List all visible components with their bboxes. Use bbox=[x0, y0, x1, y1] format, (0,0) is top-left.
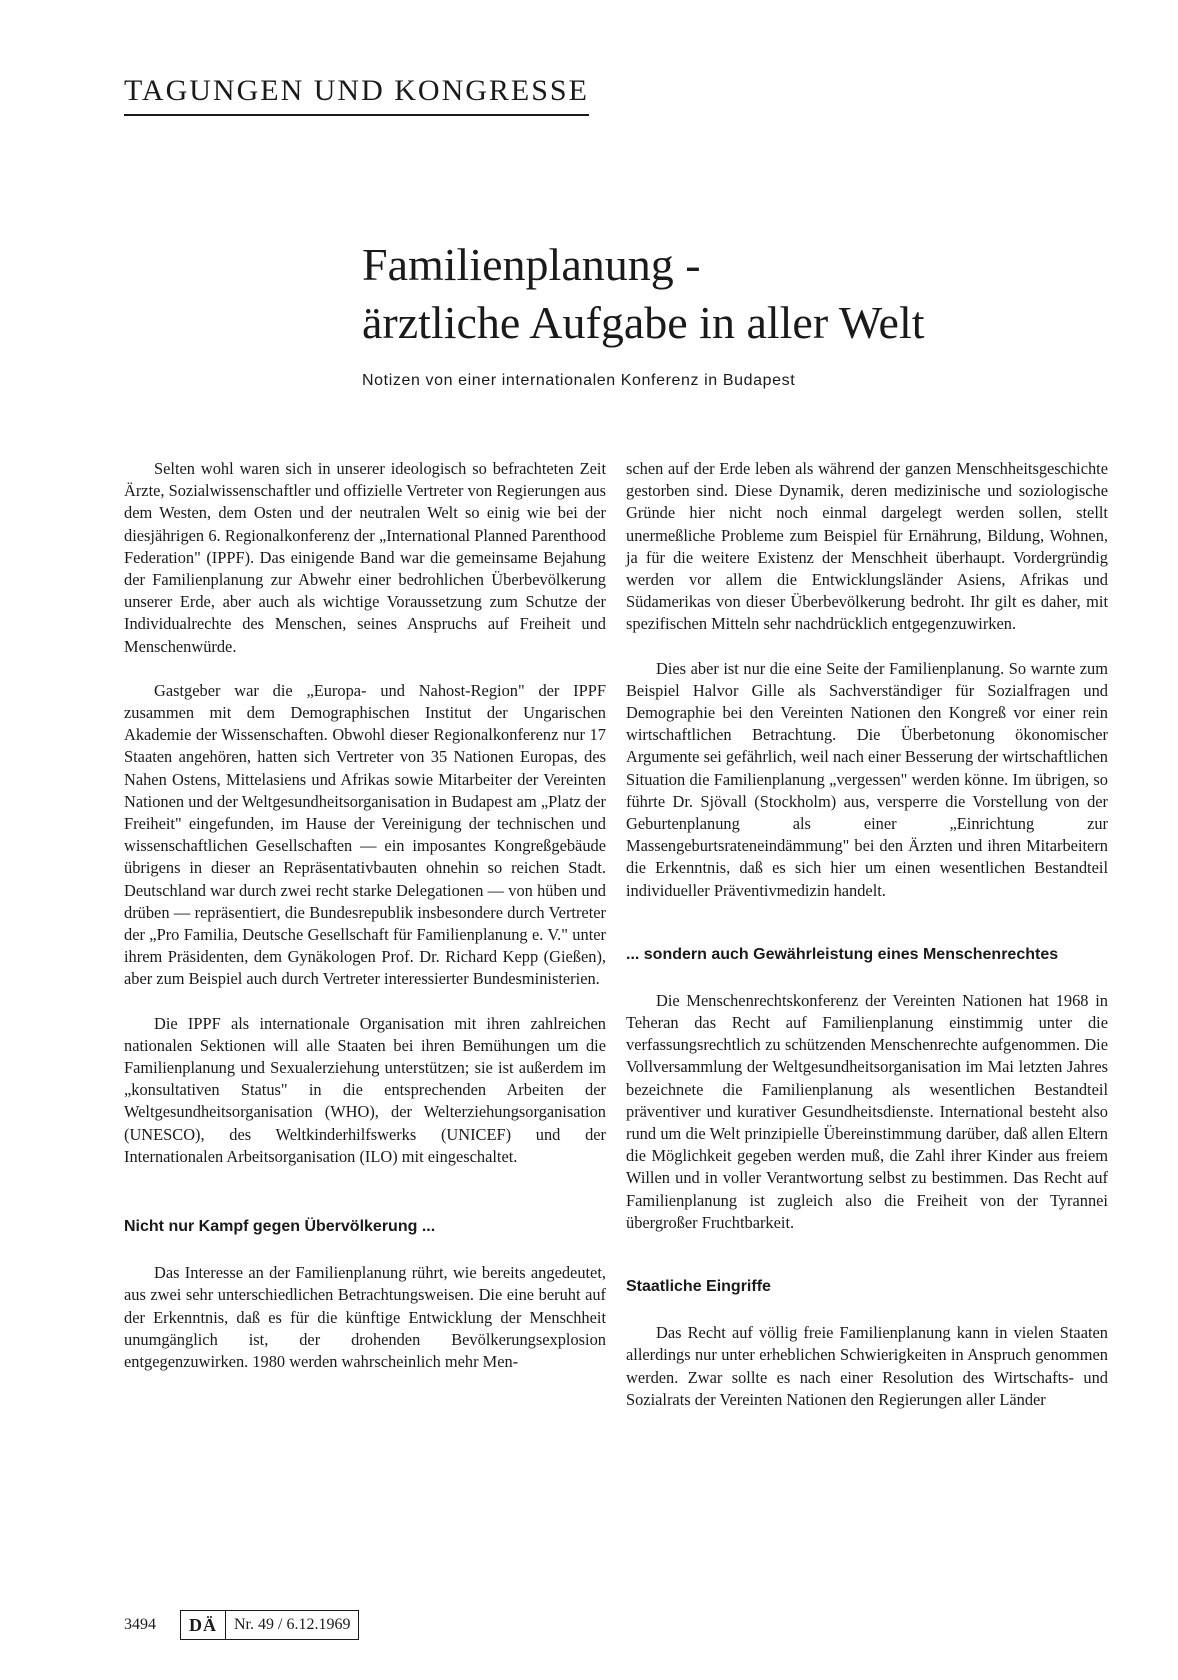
article-title-line-1: Familienplanung - bbox=[362, 239, 701, 290]
page-number: 3494 bbox=[124, 1616, 156, 1633]
left-column bbox=[124, 458, 606, 1373]
right-column bbox=[626, 458, 1108, 1411]
paragraph: schen auf der Erde leben als während der ganzen Menschheitsgeschichte gestorben sind. Diese Dynamik, deren medizinische und soziologische Gründe hier nicht noch einmal dargelegt werden sollen, stellt unermeßliche Probleme zum Beispiel für Ernährung, Bildung, Wohnen, ja für die weitere Existenz der Menschheit überhaupt. Vordergründig werden vor allem die Entwicklungsländer Asiens, Afrikas und Südamerikas von dieser Überbevölkerung bedroht. Ihr gilt es daher, mit spezifischen Mitteln sehr nachdrücklich entgegenzuwirken. bbox=[626, 459, 1108, 634]
subheading: ... sondern auch Gewährleistung eines Menschenrechtes bbox=[626, 945, 1059, 963]
journal-box bbox=[180, 1610, 359, 1640]
section-header: TAGUNGEN UND KONGRESSE bbox=[124, 74, 589, 116]
paragraph: Die IPPF als internationale Organisation mit ihren zahlreichen nationalen Sektionen will alle Staaten bei ihren Bemühungen um die Familienplanung und Sexualerziehung unterstützen; sie ist außerdem im „konsultativen Status" in die entsprechenden Arbeiten der Weltgesundheitsorganisation (WHO), der Welterziehungsorganisation (UNESCO), des Weltkinderhilfswerks (UNICEF) und der Internationalen Arbeitsorganisation (ILO) mit eingeschaltet. bbox=[124, 1013, 606, 1166]
paragraph: Das Interesse an der Familienplanung rührt, wie bereits angedeutet, aus zwei sehr unterschiedlichen Betrachtungsweisen. Die eine beruht auf der Erkenntnis, daß es für die künftige Entwicklung der Menschheit unumgänglich ist, der drohenden Bevölkerungsexplosion entgegenzuwirken. 1980 werden wahrscheinlich mehr Men- bbox=[124, 1263, 606, 1371]
subheading: Nicht nur Kampf gegen Übervölkerung ... bbox=[124, 1218, 436, 1236]
journal-logo: DÄ bbox=[181, 1611, 226, 1639]
paragraph: Selten wohl waren sich in unserer ideologisch so befrachteten Zeit Ärzte, Sozialwissenschaftler und offizielle Vertreter von Regierungen aus dem Westen, dem Osten und der neutralen Welt so einig wie bei der diesjährigen 6. Regionalkonferenz der „International Planned Parenthood Federation" (IPPF). Das einigende Band war die gemeinsame Bejahung der Familienplanung zur Abwehr einer bedrohlichen Überbevölkerung unserer Erde, aber auch als wichtige Voraussetzung zum Schutze der Individualrechte des Menschen, seines Anspruchs auf Freiheit und Menschenwürde. bbox=[124, 459, 606, 656]
paragraph: Das Recht auf völlig freie Familienplanung kann in vielen Staaten allerdings nur unter erheblichen Schwierigkeiten in Anspruch genommen werden. Zwar sollte es nach einer Resolution des Wirtschafts- und Sozialrats der Vereinten Nationen den Regierungen aller Länder bbox=[626, 1323, 1108, 1409]
paragraph: Die Menschenrechtskonferenz der Vereinten Nationen hat 1968 in Teheran das Recht auf Familienplanung einstimmig unter die verfassungsrechtlich zu schützenden Menschenrechte aufgenommen. Die Vollversammlung der Weltgesundheitsorganisation im Mai letzten Jahres bezeichnete die Familienplanung als wesentlichen Bestandteil präventiver und kurativer Gesundheitsdienste. International besteht also rund um die Welt prinzipielle Übereinstimmung darüber, daß allen Eltern die Möglichkeit gegeben werden muß, die Zahl ihrer Kinder aus freiem Willen und in voller Verantwortung selbst zu bestimmen. Das Recht auf Familienplanung ist zugleich also die Freiheit von der Tyrannei übergroßer Fruchtbarkeit. bbox=[626, 990, 1108, 1232]
paragraph: Dies aber ist nur die eine Seite der Familienplanung. So warnte zum Beispiel Halvor Gille als Sachverständiger für Sozialfragen und Demographie bei den Vereinten Nationen den Kongreß vor einer rein wirtschaftlichen Betrachtung. Die Überbetonung ökonomischer Argumente sei gefährlich, weil nach einer Besserung der wirtschaftlichen Situation die Familienplanung „vergessen" werden könne. Im übrigen, so führte Dr. Sjövall (Stockholm) aus, versperre die Vorstellung von der Geburtenplanung als einer „Einrichtung zur Massengeburtsrateneindämmung" bei den Ärzten und ihren Mitarbeitern die Erkenntnis, daß es sich hier um einen wesentlichen Bestandteil individueller Präventivmedizin handelt. bbox=[626, 658, 1108, 900]
article-title bbox=[362, 236, 925, 352]
page-footer bbox=[124, 1610, 359, 1640]
paragraph: Gastgeber war die „Europa- und Nahost-Region" der IPPF zusammen mit dem Demographischen Institut der Ungarischen Akademie der Wissenschaften. Obwohl dieser Regionalkonferenz nur 17 Staaten angehören, hatten sich Vertreter von 35 Nationen Europas, des Nahen Ostens, Mittelasiens und Afrikas sowie Mitarbeiter der Vereinten Nationen und der Weltgesundheitsorganisation in Budapest am „Platz der Freiheit" eingefunden, im Hause der Vereinigung der technischen und wissenschaftlichen Gesellschaften — ein imposantes Kongreßgebäude übrigens in dieser an Repräsentativbauten ohnehin so reichen Stadt. Deutschland war durch zwei recht starke Delegationen — von hüben und drüben — repräsentiert, die Bundesrepublik insbesondere durch Vertreter der „Pro Familia, Deutsche Gesellschaft für Familienplanung e. V." unter ihrem Präsidenten, dem Gynäkologen Prof. Dr. Richard Kepp (Gießen), aber zum Beispiel auch durch Vertreter interessierter Bundesministerien. bbox=[124, 680, 606, 989]
article-subtitle: Notizen von einer internationalen Konferenz in Budapest bbox=[362, 372, 796, 389]
issue-info: Nr. 49 / 6.12.1969 bbox=[234, 1616, 351, 1633]
subheading: Staatliche Eingriffe bbox=[626, 1278, 771, 1296]
article-title-line-2: ärztliche Aufgabe in aller Welt bbox=[362, 297, 925, 348]
